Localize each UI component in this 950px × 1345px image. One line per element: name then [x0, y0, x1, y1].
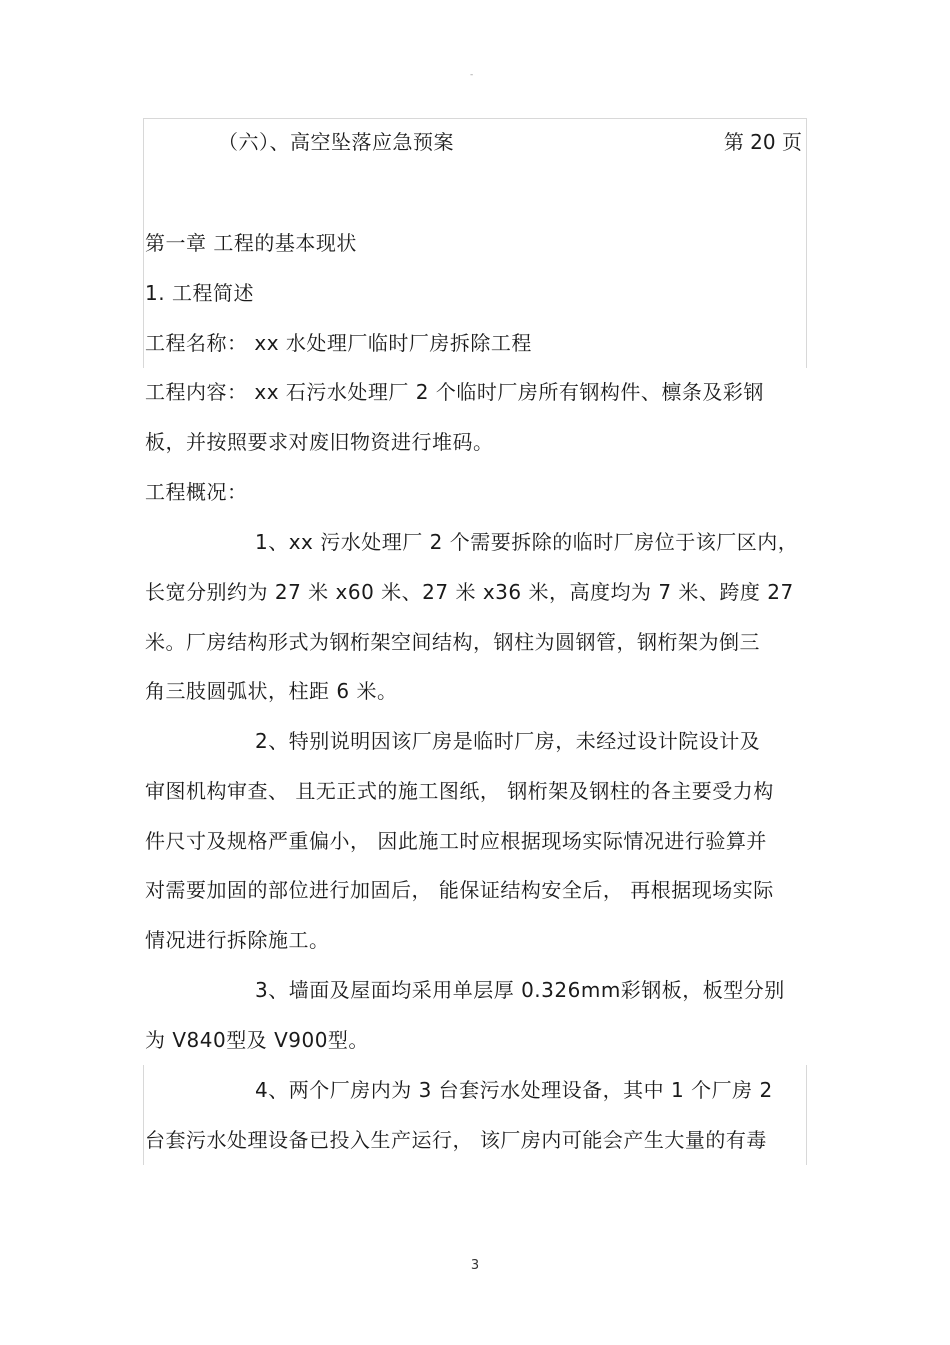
frame-line-top: [143, 118, 807, 119]
page-number: 3: [470, 1258, 480, 1273]
body-line: 米。厂房结构形式为钢桁架空间结构，钢柱为圆钢管，钢桁架为倒三: [145, 630, 760, 654]
body-line: 情况进行拆除施工。: [145, 928, 330, 952]
body-line: 工程内容： xx 石污水处理厂 2 个临时厂房所有钢构件、檩条及彩钢: [145, 380, 764, 404]
header-mark: -: [470, 70, 474, 80]
chapter-title: 第一章 工程的基本现状: [145, 231, 357, 255]
toc-entry-page: 第 20 页: [723, 130, 802, 154]
frame-line-left-lower: [143, 1065, 144, 1165]
body-line: 3、墙面及屋面均采用单层厚 0.326mm彩钢板，板型分别: [255, 978, 785, 1002]
body-line: 工程概况：: [145, 480, 248, 504]
body-line: 4、两个厂房内为 3 台套污水处理设备，其中 1 个厂房 2: [255, 1078, 773, 1102]
body-line: 件尺寸及规格严重偏小， 因此施工时应根据现场实际情况进行验算并: [145, 829, 767, 853]
body-line: 对需要加固的部位进行加固后， 能保证结构安全后， 再根据现场实际: [145, 878, 774, 902]
section-title: 1. 工程简述: [145, 281, 254, 305]
frame-line-right-lower: [806, 1065, 807, 1165]
body-line: 长宽分别约为 27 米 x60 米、27 米 x36 米，高度均为 7 米、跨度 27: [145, 580, 794, 604]
body-line: 为 V840型及 V900型。: [145, 1028, 369, 1052]
body-line: 工程名称： xx 水处理厂临时厂房拆除工程: [145, 331, 532, 355]
body-line: 台套污水处理设备已投入生产运行， 该厂房内可能会产生大量的有毒: [145, 1128, 767, 1152]
body-line: 板，并按照要求对废旧物资进行堆码。: [145, 430, 494, 454]
body-line: 2、特别说明因该厂房是临时厂房，未经过设计院设计及: [255, 729, 761, 753]
body-line: 1、xx 污水处理厂 2 个需要拆除的临时厂房位于该厂区内，: [255, 530, 799, 554]
frame-line-left: [143, 118, 144, 368]
body-line: 审图机构审查、 且无正式的施工图纸， 钢桁架及钢柱的各主要受力构: [145, 779, 774, 803]
frame-line-right: [806, 118, 807, 368]
body-line: 角三肢圆弧状，柱距 6 米。: [145, 679, 398, 703]
toc-entry-title: （六）、高空坠落应急预案: [218, 130, 454, 154]
